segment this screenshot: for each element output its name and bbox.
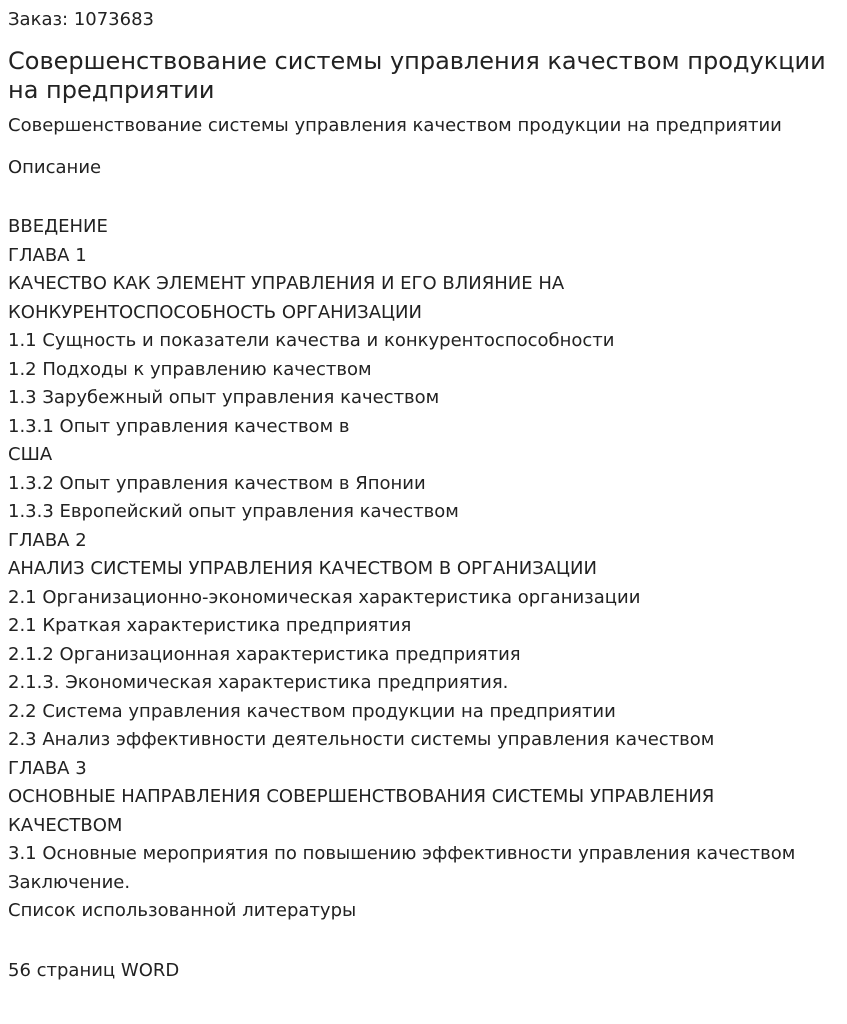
page-title: Совершенствование системы управления качеством продукции на предприятии [8,47,826,104]
toc-line: ОСНОВНЫЕ НАПРАВЛЕНИЯ СОВЕРШЕНСТВОВАНИЯ СИСТЕМЫ УПРАВЛЕНИЯ [8,786,715,807]
toc-line: ГЛАВА 3 [8,757,87,779]
toc-line: АНАЛИЗ СИСТЕМЫ УПРАВЛЕНИЯ КАЧЕСТВОМ В ОРГАНИЗАЦИИ [8,558,597,579]
toc-line: 1.3 Зарубежный опыт управления качеством [8,387,440,408]
toc-line: Список использованной литературы [8,900,357,921]
order-number: Заказ: 1073683 [8,9,154,30]
toc-line: 2.1 Краткая характеристика предприятия [8,615,412,636]
toc-line: 2.2 Система управления качеством продукции на предприятии [8,700,616,722]
toc-line: 1.3.3 Европейский опыт управления качеством [8,501,459,522]
toc-line: 2.1 Организационно-экономическая характеристика организации [8,586,641,608]
toc-line: 1.3.1 Опыт управления качеством в [8,415,350,437]
toc-line: 2.1.2 Организационная характеристика предприятия [8,643,521,665]
toc-line: 1.3.2 Опыт управления качеством в Японии [8,472,426,494]
description-heading: Описание [8,157,102,178]
page-subtitle: Совершенствование системы управления качеством продукции на предприятии [8,115,782,136]
toc-line: 1.1 Сущность и показатели качества и конкурентоспособности [8,330,615,351]
toc-line: ВВЕДЕНИЕ [8,216,108,237]
toc-line: 1.2 Подходы к управлению качеством [8,358,372,380]
toc-line: КАЧЕСТВО КАК ЭЛЕМЕНТ УПРАВЛЕНИЯ И ЕГО ВЛИЯНИЕ НА [8,273,565,294]
toc-line: 2.3 Анализ эффективности деятельности системы управления качеством [8,729,715,750]
page-count: 56 страниц WORD [8,959,180,981]
toc-line: 2.1.3. Экономическая характеристика предприятия. [8,672,509,693]
toc-line: КОНКУРЕНТОСПОСОБНОСТЬ ОРГАНИЗАЦИИ [8,301,422,323]
toc-line: 3.1 Основные мероприятия по повышению эффективности управления качеством [8,843,796,864]
toc-line: Заключение. [8,871,131,893]
toc-line: ГЛАВА 2 [8,529,87,551]
table-of-contents [8,213,839,926]
toc-line: ГЛАВА 1 [8,244,87,266]
toc-line: КАЧЕСТВОМ [8,814,123,836]
toc-line: США [8,444,53,465]
